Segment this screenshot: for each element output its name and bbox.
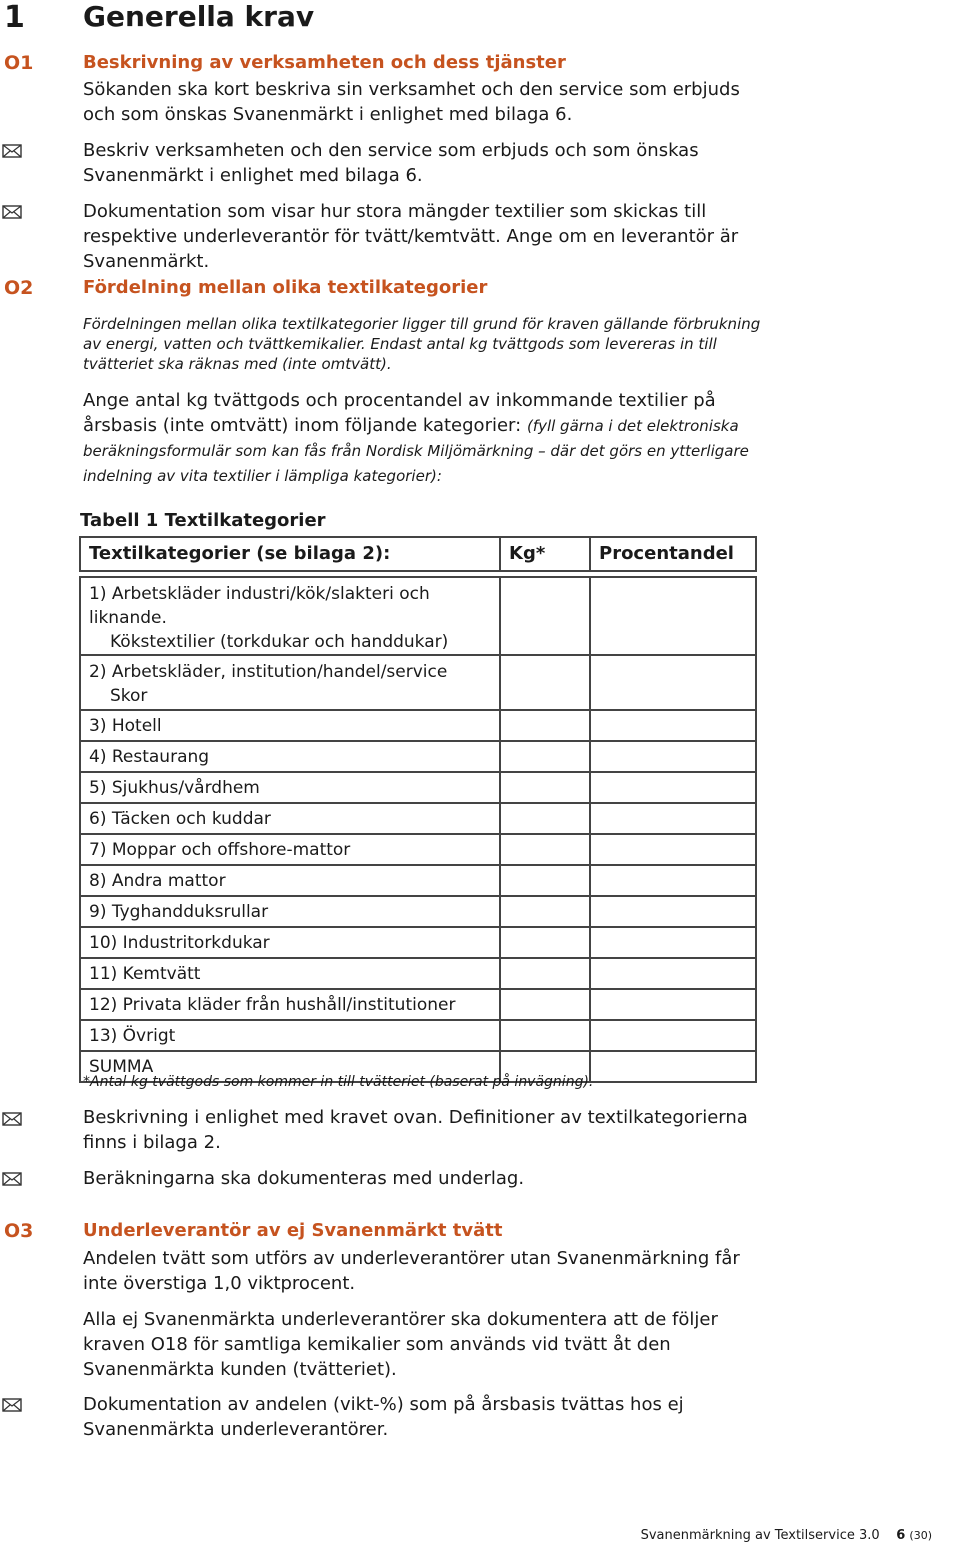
- envelope-icon: [2, 205, 24, 220]
- requirement-title-o2: Fördelning mellan olika textilkategorier: [83, 277, 488, 298]
- kg-input-cell[interactable]: [500, 741, 590, 772]
- percent-input-cell[interactable]: [590, 896, 756, 927]
- table-footnote: *Antal kg tvättgods som kommer in till tvätteriet (baserat på invägning).: [83, 1074, 594, 1090]
- percent-input-cell[interactable]: [590, 989, 756, 1020]
- percent-input-cell[interactable]: [590, 958, 756, 989]
- table-row: [80, 772, 756, 803]
- documentation-o1-b: Dokumentation som visar hur stora mängder textilier som skickas till respektive underleverantör för tvätt/kemtvätt. Ange om en leverantör är Svanenmärkt.: [83, 201, 739, 272]
- documentation-o2-a: Beskrivning i enlighet med kravet ovan. Definitioner av textilkategorierna finns i bilaga 2.: [83, 1107, 748, 1153]
- table-row: [80, 577, 756, 655]
- requirement-text-o1: Sökanden ska kort beskriva sin verksamhet och den service som erbjuds och som önskas Svanenmärkt i enlighet med bilaga 6.: [83, 79, 740, 125]
- documentation-o1-a: Beskriv verksamheten och den service som erbjuds och som önskas Svanenmärkt i enlighet med bilaga 6.: [83, 140, 699, 186]
- footer-page-number: 6: [896, 1528, 906, 1543]
- category-cell: SUMMA: [80, 1051, 500, 1082]
- percent-input-cell[interactable]: [590, 1020, 756, 1051]
- footer-document-name: Svanenmärkning av Textilservice: [640, 1528, 855, 1543]
- kg-input-cell[interactable]: [500, 772, 590, 803]
- envelope-icon: [2, 1398, 24, 1413]
- kg-input-cell[interactable]: [500, 927, 590, 958]
- instruction-main: Ange antal kg tvättgods och procentandel av inkommande textilier på årsbasis (inte omtvätt) inom följande kategorier:: [83, 390, 716, 436]
- percent-input-cell[interactable]: [590, 803, 756, 834]
- envelope-icon: [2, 1112, 24, 1127]
- requirement-title-o1: Beskrivning av verksamheten och dess tjänster: [83, 52, 566, 73]
- instruction-o2: [83, 388, 763, 488]
- category-cell: 7) Moppar och offshore-mattor: [80, 834, 500, 865]
- table-row: [80, 958, 756, 989]
- documentation-o3: Dokumentation av andelen (vikt-%) som på årsbasis tvättas hos ej Svanenmärkta underleverantörer.: [83, 1394, 684, 1440]
- section-number: 1: [4, 0, 25, 35]
- requirement-text-o3-b: Alla ej Svanenmärkta underleverantörer ska dokumentera att de följer kraven O18 för samtliga kemikalier som används vid tvätt åt den Svanenmärkta kunden (tvätteriet).: [83, 1309, 718, 1380]
- page-footer: [641, 1528, 932, 1543]
- table-header-category: Textilkategorier (se bilaga 2):: [80, 537, 500, 571]
- footer-version: 3.0: [859, 1528, 880, 1543]
- table-header-percent: Procentandel: [590, 537, 756, 571]
- kg-input-cell[interactable]: [500, 865, 590, 896]
- kg-input-cell[interactable]: [500, 989, 590, 1020]
- kg-input-cell[interactable]: [500, 834, 590, 865]
- table-row: [80, 803, 756, 834]
- category-cell: 12) Privata kläder från hushåll/institutioner: [80, 989, 500, 1020]
- kg-input-cell[interactable]: [500, 1020, 590, 1051]
- requirement-code-o1: O1: [4, 52, 34, 74]
- percent-input-cell[interactable]: [590, 834, 756, 865]
- percent-input-cell[interactable]: [590, 865, 756, 896]
- percent-input-cell[interactable]: [590, 741, 756, 772]
- table-row: [80, 710, 756, 741]
- percent-input-cell[interactable]: [590, 710, 756, 741]
- table-row: [80, 834, 756, 865]
- requirement-title-o3: Underleverantör av ej Svanenmärkt tvätt: [83, 1220, 503, 1241]
- category-cell: 6) Täcken och kuddar: [80, 803, 500, 834]
- table-row: [80, 896, 756, 927]
- kg-input-cell[interactable]: [500, 710, 590, 741]
- table-header-row: [80, 537, 756, 571]
- category-cell: 2) Arbetskläder, institution/handel/service Skor: [80, 655, 500, 710]
- category-cell: 10) Industritorkdukar: [80, 927, 500, 958]
- table-row: [80, 655, 756, 710]
- percent-input-cell[interactable]: [590, 927, 756, 958]
- table-row: [80, 1020, 756, 1051]
- kg-input-cell[interactable]: [500, 655, 590, 710]
- requirement-code-o2: O2: [4, 277, 34, 299]
- table-row: [80, 741, 756, 772]
- category-cell: 11) Kemtvätt: [80, 958, 500, 989]
- category-cell: 5) Sjukhus/vårdhem: [80, 772, 500, 803]
- textile-category-table: [79, 536, 757, 1083]
- percent-input-cell[interactable]: [590, 1051, 756, 1082]
- kg-input-cell[interactable]: [500, 577, 590, 655]
- table-caption: Tabell 1 Textilkategorier: [80, 510, 326, 531]
- table-header-kg: Kg*: [500, 537, 590, 571]
- category-cell: 1) Arbetskläder industri/kök/slakteri och liknande. Kökstextilier (torkdukar och handdukar): [80, 577, 500, 655]
- table-row: [80, 865, 756, 896]
- percent-input-cell[interactable]: [590, 772, 756, 803]
- envelope-icon: [2, 1172, 24, 1187]
- category-cell: 8) Andra mattor: [80, 865, 500, 896]
- kg-input-cell[interactable]: [500, 896, 590, 927]
- kg-input-cell[interactable]: [500, 958, 590, 989]
- footer-page-total: (30): [909, 1529, 932, 1542]
- percent-input-cell[interactable]: [590, 655, 756, 710]
- requirement-code-o3: O3: [4, 1220, 34, 1242]
- table-row: [80, 927, 756, 958]
- requirement-note-o2: Fördelningen mellan olika textilkategorier ligger till grund för kraven gällande förbrukning av energi, vatten och tvättkemikalier. Endast antal kg tvättgods som levereras in till tvätteriet ska räknas med (inte omtvätt).: [83, 315, 761, 373]
- section-title: Generella krav: [83, 0, 315, 33]
- category-cell: 13) Övrigt: [80, 1020, 500, 1051]
- kg-input-cell[interactable]: [500, 803, 590, 834]
- documentation-o2-b: Beräkningarna ska dokumenteras med underlag.: [83, 1168, 525, 1189]
- table-row: [80, 989, 756, 1020]
- envelope-icon: [2, 144, 24, 159]
- category-cell: 3) Hotell: [80, 710, 500, 741]
- instruction-note: (fyll gärna i det elektroniska beräkningsformulär som kan fås från Nordisk Miljömärkning – där det görs en ytterligare indelning av vita textilier i lämpliga kategorier):: [83, 417, 749, 485]
- percent-input-cell[interactable]: [590, 577, 756, 655]
- category-cell: 4) Restaurang: [80, 741, 500, 772]
- requirement-text-o3-a: Andelen tvätt som utförs av underleverantörer utan Svanenmärkning får inte överstiga 1,0 viktprocent.: [83, 1248, 740, 1294]
- category-cell: 9) Tyghandduksrullar: [80, 896, 500, 927]
